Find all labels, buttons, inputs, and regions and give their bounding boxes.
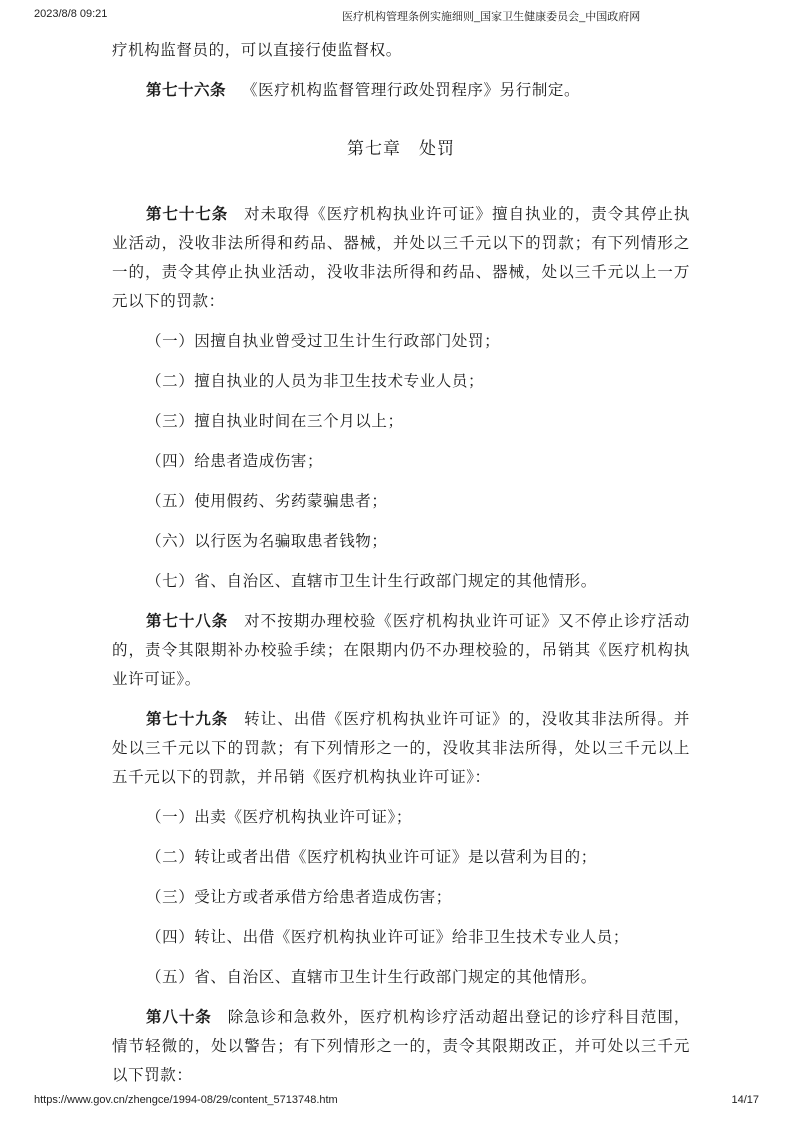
- article-text: 转让、出借《医疗机构执业许可证》的，没收其非法所得。并处以三千元以下的罚款；有下列情形之一的，没收其非法所得，处以三千元以上五千元以下的罚款，并吊销《医疗机构执业许可证》：: [112, 710, 690, 786]
- article-79: [112, 705, 690, 792]
- article-76: [112, 76, 690, 105]
- chapter-title: 处罚: [419, 139, 455, 159]
- print-url: https://www.gov.cn/zhengce/1994-08/29/content_5713748.htm: [34, 1094, 338, 1106]
- print-footer: [34, 1094, 759, 1110]
- article-number: 第七十七条: [146, 205, 229, 223]
- list-item: （四）转让、出借《医疗机构执业许可证》给非卫生技术专业人员；: [146, 928, 630, 946]
- print-doc-title: 医疗机构管理条例实施细则_国家卫生健康委员会_中国政府网: [342, 11, 641, 23]
- list-item: （三）受让方或者承借方给患者造成伤害；: [146, 888, 452, 906]
- article-text: 除急诊和急救外，医疗机构诊疗活动超出登记的诊疗科目范围，情节轻微的，处以警告；有下列情形之一的，责令其限期改正，并可处以三千元以下罚款：: [112, 1008, 690, 1084]
- article-text: 《医疗机构监督管理行政处罚程序》另行制定。: [242, 81, 581, 99]
- article-text: 对不按期办理校验《医疗机构执业许可证》又不停止诊疗活动的，责令其限期补办校验手续；在限期内仍不办理校验的，吊销其《医疗机构执业许可证》。: [112, 612, 690, 688]
- list-item: （七）省、自治区、直辖市卫生计生行政部门规定的其他情形。: [146, 572, 597, 590]
- article-number: 第七十六条: [146, 81, 227, 99]
- article-77: [112, 200, 690, 316]
- page-counter: 14/17: [731, 1094, 759, 1106]
- continued-paragraph: 疗机构监督员的，可以直接行使监督权。: [112, 41, 402, 59]
- article-number: 第七十九条: [146, 710, 229, 728]
- article-text: 对未取得《医疗机构执业许可证》擅自执业的，责令其停止执业活动，没收非法所得和药品、器械，并处以三千元以下的罚款；有下列情形之一的，责令其停止执业活动，没收非法所得和药品、器械，处以三千元以上一万元以下的罚款：: [112, 205, 690, 310]
- list-item: （二）转让或者出借《医疗机构执业许可证》是以营利为目的；: [146, 848, 597, 866]
- list-item: （三）擅自执业时间在三个月以上；: [146, 412, 404, 430]
- list-item: （四）给患者造成伤害；: [146, 452, 324, 470]
- list-item: （五）省、自治区、直辖市卫生计生行政部门规定的其他情形。: [146, 968, 597, 986]
- print-datetime: 2023/8/8 09:21: [34, 8, 108, 20]
- list-item: （五）使用假药、劣药蒙骗患者；: [146, 492, 388, 510]
- print-header: [34, 8, 759, 26]
- list-item: （一）因擅自执业曾受过卫生计生行政部门处罚；: [146, 332, 501, 350]
- article-number: 第八十条: [146, 1008, 212, 1026]
- document-body: [112, 36, 690, 1101]
- article-78: [112, 607, 690, 694]
- chapter-number: 第七章: [347, 139, 401, 159]
- chapter-heading: [112, 135, 690, 164]
- article-80: [112, 1003, 690, 1090]
- list-item: （二）擅自执业的人员为非卫生技术专业人员；: [146, 372, 485, 390]
- article-number: 第七十八条: [146, 612, 229, 630]
- list-item: （一）出卖《医疗机构执业许可证》；: [146, 808, 412, 826]
- list-item: （六）以行医为名骗取患者钱物；: [146, 532, 388, 550]
